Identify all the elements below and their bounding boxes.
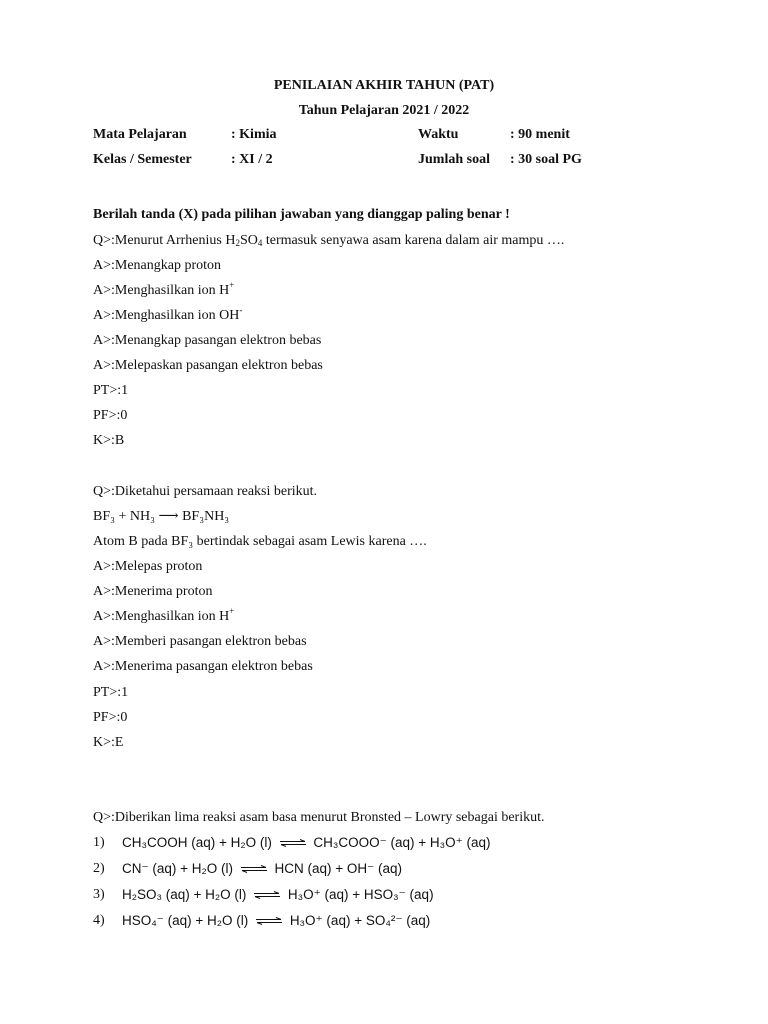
equilibrium-arrow-icon — [254, 917, 284, 925]
time-value: : 90 menit — [510, 127, 570, 142]
option-text: A>:Menghasilkan ion OH — [93, 308, 240, 323]
q1-option-1: A>:Menangkap proton — [93, 258, 222, 273]
question-count-label: Jumlah soal — [418, 152, 490, 167]
reaction-3-reactants: H₂SO₃ (aq) + H₂O (l) — [122, 887, 247, 902]
superscript: + — [229, 606, 235, 616]
option-text: A>:Menghasilkan ion H — [93, 283, 230, 298]
reaction-1-reactants: CH₃COOH (aq) + H₂O (l) — [122, 835, 272, 850]
q2-option-5: A>:Menerima pasangan elektron bebas — [93, 659, 313, 674]
subject-value: : Kimia — [231, 127, 277, 142]
question-2-stem: Q>:Diketahui persamaan reaksi berikut. — [93, 484, 318, 499]
question-1-text-mid: SO — [239, 233, 258, 248]
superscript: + — [229, 280, 235, 290]
question-count-value: : 30 soal PG — [510, 152, 582, 167]
q2-reaction: BF₃ + NH₃ ⟶ BF₃NH₃ — [93, 509, 230, 524]
reaction-2-number: 2) — [93, 861, 105, 876]
q2-option-2: A>:Menerima proton — [93, 584, 213, 599]
equilibrium-arrow-icon — [278, 839, 308, 847]
question-1-text-end: termasuk senyawa asam karena dalam air mampu …. — [262, 233, 565, 248]
reaction-2-products: HCN (aq) + OH⁻ (aq) — [274, 861, 403, 876]
q2-option-4: A>:Memberi pasangan elektron bebas — [93, 634, 307, 649]
reaction-3 — [122, 888, 434, 902]
exam-title: PENILAIAN AKHIR TAHUN (PAT) — [273, 78, 495, 93]
reaction-4-number: 4) — [93, 913, 105, 928]
reaction-1 — [122, 836, 491, 850]
reaction-4-products: H₃O⁺ (aq) + SO₄²⁻ (aq) — [289, 913, 431, 928]
instruction: Berilah tanda (X) pada pilihan jawaban yang dianggap paling benar ! — [93, 207, 510, 222]
q2-option-1: A>:Melepas proton — [93, 559, 203, 574]
class-value: : XI / 2 — [231, 152, 273, 167]
reaction-1-number: 1) — [93, 835, 105, 850]
question-1-stem — [93, 234, 564, 248]
q1-option-5: A>:Melepaskan pasangan elektron bebas — [93, 358, 323, 373]
q2-option-3 — [93, 606, 235, 624]
reaction-4-reactants: HSO₄⁻ (aq) + H₂O (l) — [122, 913, 249, 928]
q2-question-text: Atom B pada BF₃ bertindak sebagai asam Lewis karena …. — [93, 534, 427, 549]
reaction-2 — [122, 862, 402, 876]
superscript: - — [239, 305, 243, 315]
equilibrium-arrow-icon — [252, 891, 282, 899]
reaction-3-products: H₃O⁺ (aq) + HSO₃⁻ (aq) — [287, 887, 434, 902]
q1-points-false: PF>:0 — [93, 408, 128, 423]
q1-option-2 — [93, 280, 235, 298]
subscript: 2 — [235, 238, 240, 248]
equilibrium-arrow-icon — [239, 865, 269, 873]
subject-label: Mata Pelajaran — [93, 127, 187, 142]
question-3-stem: Q>:Diberikan lima reaksi asam basa menurut Bronsted – Lowry sebagai berikut. — [93, 810, 545, 825]
option-text: A>:Menghasilkan ion H — [93, 609, 230, 624]
question-1-text-start: Q>:Menurut Arrhenius H — [93, 233, 236, 248]
q2-points-true: PT>:1 — [93, 685, 129, 700]
subscript: 4 — [257, 238, 263, 248]
reaction-1-products: CH₃COOO⁻ (aq) + H₃O⁺ (aq) — [313, 835, 491, 850]
q1-answer-key: K>:B — [93, 433, 125, 448]
reaction-4 — [122, 914, 430, 928]
reaction-2-reactants: CN⁻ (aq) + H₂O (l) — [122, 861, 233, 876]
q2-points-false: PF>:0 — [93, 710, 128, 725]
q1-option-4: A>:Menangkap pasangan elektron bebas — [93, 333, 322, 348]
q2-answer-key: K>:E — [93, 735, 124, 750]
q1-points-true: PT>:1 — [93, 383, 129, 398]
class-label: Kelas / Semester — [93, 152, 192, 167]
time-label: Waktu — [418, 127, 459, 142]
exam-year: Tahun Pelajaran 2021 / 2022 — [298, 103, 470, 118]
q1-option-3 — [93, 305, 243, 323]
reaction-3-number: 3) — [93, 887, 105, 902]
